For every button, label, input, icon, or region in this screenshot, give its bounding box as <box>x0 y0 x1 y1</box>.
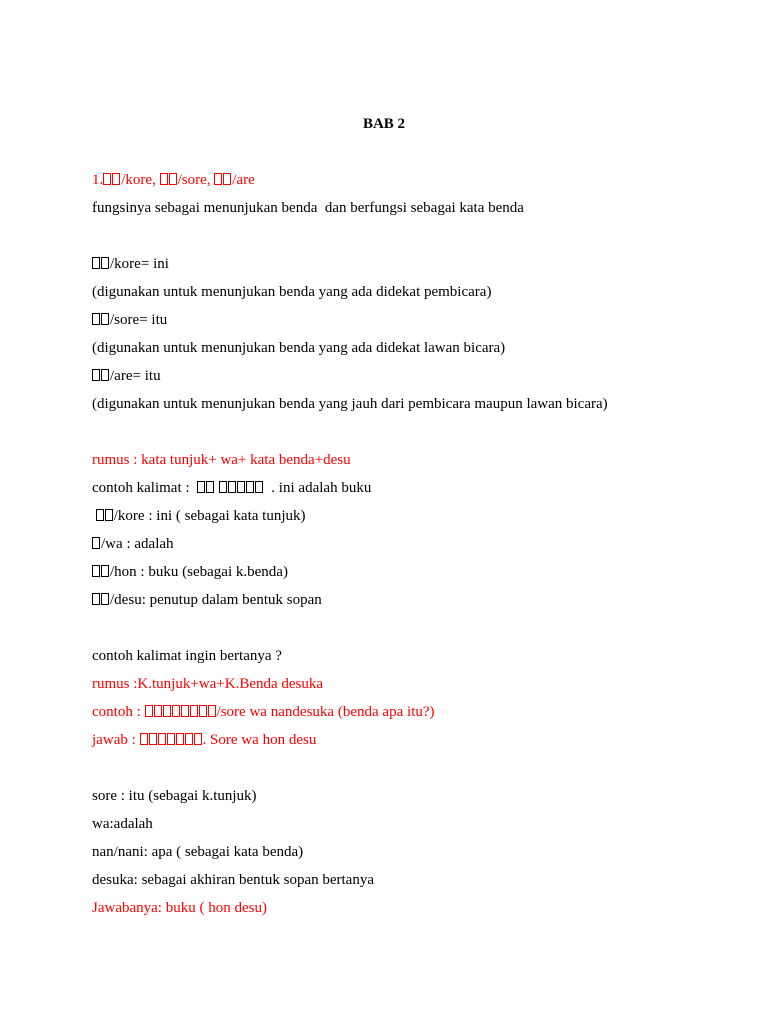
missing-glyph-box <box>228 481 236 493</box>
missing-glyph-box <box>145 705 153 717</box>
body-text-line: fungsinya sebagai menunjukan benda dan berfungsi sebagai kata benda <box>92 200 524 216</box>
body-text-line: /wa : adalah <box>92 534 174 554</box>
answer-line: jawab : . Sore wa hon desu <box>92 732 317 748</box>
answer-line: Jawabanya: buku ( hon desu) <box>92 900 267 916</box>
section-heading: 1. /kore, /sore, /are <box>92 172 255 188</box>
missing-glyph-box <box>208 705 216 717</box>
missing-glyph-box <box>167 733 175 745</box>
missing-glyph-box <box>101 257 109 269</box>
missing-glyph-box <box>105 509 113 521</box>
body-text-line: /sore= itu <box>92 310 167 330</box>
missing-glyph-box <box>101 369 109 381</box>
missing-glyph-box <box>237 481 245 493</box>
missing-glyph-box <box>149 733 157 745</box>
missing-glyph-box <box>92 369 100 381</box>
body-text-line: nan/nani: apa ( sebagai kata benda) <box>92 844 304 860</box>
missing-glyph-box <box>103 173 111 185</box>
body-text-line: /desu: penutup dalam bentuk sopan <box>92 590 322 610</box>
body-text-line: (digunakan untuk menunjukan benda yang jauh dari pembicara maupun lawan bicara) <box>92 396 608 412</box>
missing-glyph-box <box>255 481 263 493</box>
missing-glyph-box <box>92 313 100 325</box>
body-text-line: (digunakan untuk menunjukan benda yang ada didekat lawan bicara) <box>92 340 506 356</box>
body-text-line: /are= itu <box>92 366 161 386</box>
missing-glyph-box <box>206 481 214 493</box>
missing-glyph-box <box>185 733 193 745</box>
missing-glyph-box <box>169 173 177 185</box>
missing-glyph-box <box>112 173 120 185</box>
body-text-line: wa:adalah <box>92 816 153 832</box>
missing-glyph-box <box>197 481 205 493</box>
body-text-line: /kore : ini ( sebagai kata tunjuk) <box>92 506 306 526</box>
missing-glyph-box <box>160 173 168 185</box>
missing-glyph-box <box>96 509 104 521</box>
missing-glyph-box <box>140 733 148 745</box>
missing-glyph-box <box>219 481 227 493</box>
missing-glyph-box <box>190 705 198 717</box>
missing-glyph-box <box>92 257 100 269</box>
missing-glyph-box <box>181 705 189 717</box>
missing-glyph-box <box>101 565 109 577</box>
body-text-line: /kore= ini <box>92 254 169 274</box>
body-text-line: contoh kalimat ingin bertanya ? <box>92 648 282 664</box>
missing-glyph-box <box>214 173 222 185</box>
missing-glyph-box <box>176 733 184 745</box>
body-text-line: (digunakan untuk menunjukan benda yang ada didekat pembicara) <box>92 284 492 300</box>
missing-glyph-box <box>92 565 100 577</box>
missing-glyph-box <box>158 733 166 745</box>
missing-glyph-box <box>199 705 207 717</box>
example-line: contoh : /sore wa nandesuka (benda apa itu?) <box>92 704 435 720</box>
missing-glyph-box <box>223 173 231 185</box>
document-title: BAB 2 <box>362 116 406 132</box>
missing-glyph-box <box>92 537 100 549</box>
missing-glyph-box <box>172 705 180 717</box>
missing-glyph-box <box>92 593 100 605</box>
formula-line: rumus : kata tunjuk+ wa+ kata benda+desu <box>92 452 351 468</box>
formula-line: rumus :K.tunjuk+wa+K.Benda desuka <box>92 676 324 692</box>
example-sentence-line: contoh kalimat : . ini adalah buku <box>92 480 372 496</box>
missing-glyph-box <box>194 733 202 745</box>
missing-glyph-box <box>154 705 162 717</box>
missing-glyph-box <box>163 705 171 717</box>
missing-glyph-box <box>101 313 109 325</box>
body-text-line: desuka: sebagai akhiran bentuk sopan bertanya <box>92 872 374 888</box>
body-text-line: /hon : buku (sebagai k.benda) <box>92 562 288 582</box>
body-text-line: sore : itu (sebagai k.tunjuk) <box>92 788 257 804</box>
missing-glyph-box <box>101 593 109 605</box>
missing-glyph-box <box>246 481 254 493</box>
